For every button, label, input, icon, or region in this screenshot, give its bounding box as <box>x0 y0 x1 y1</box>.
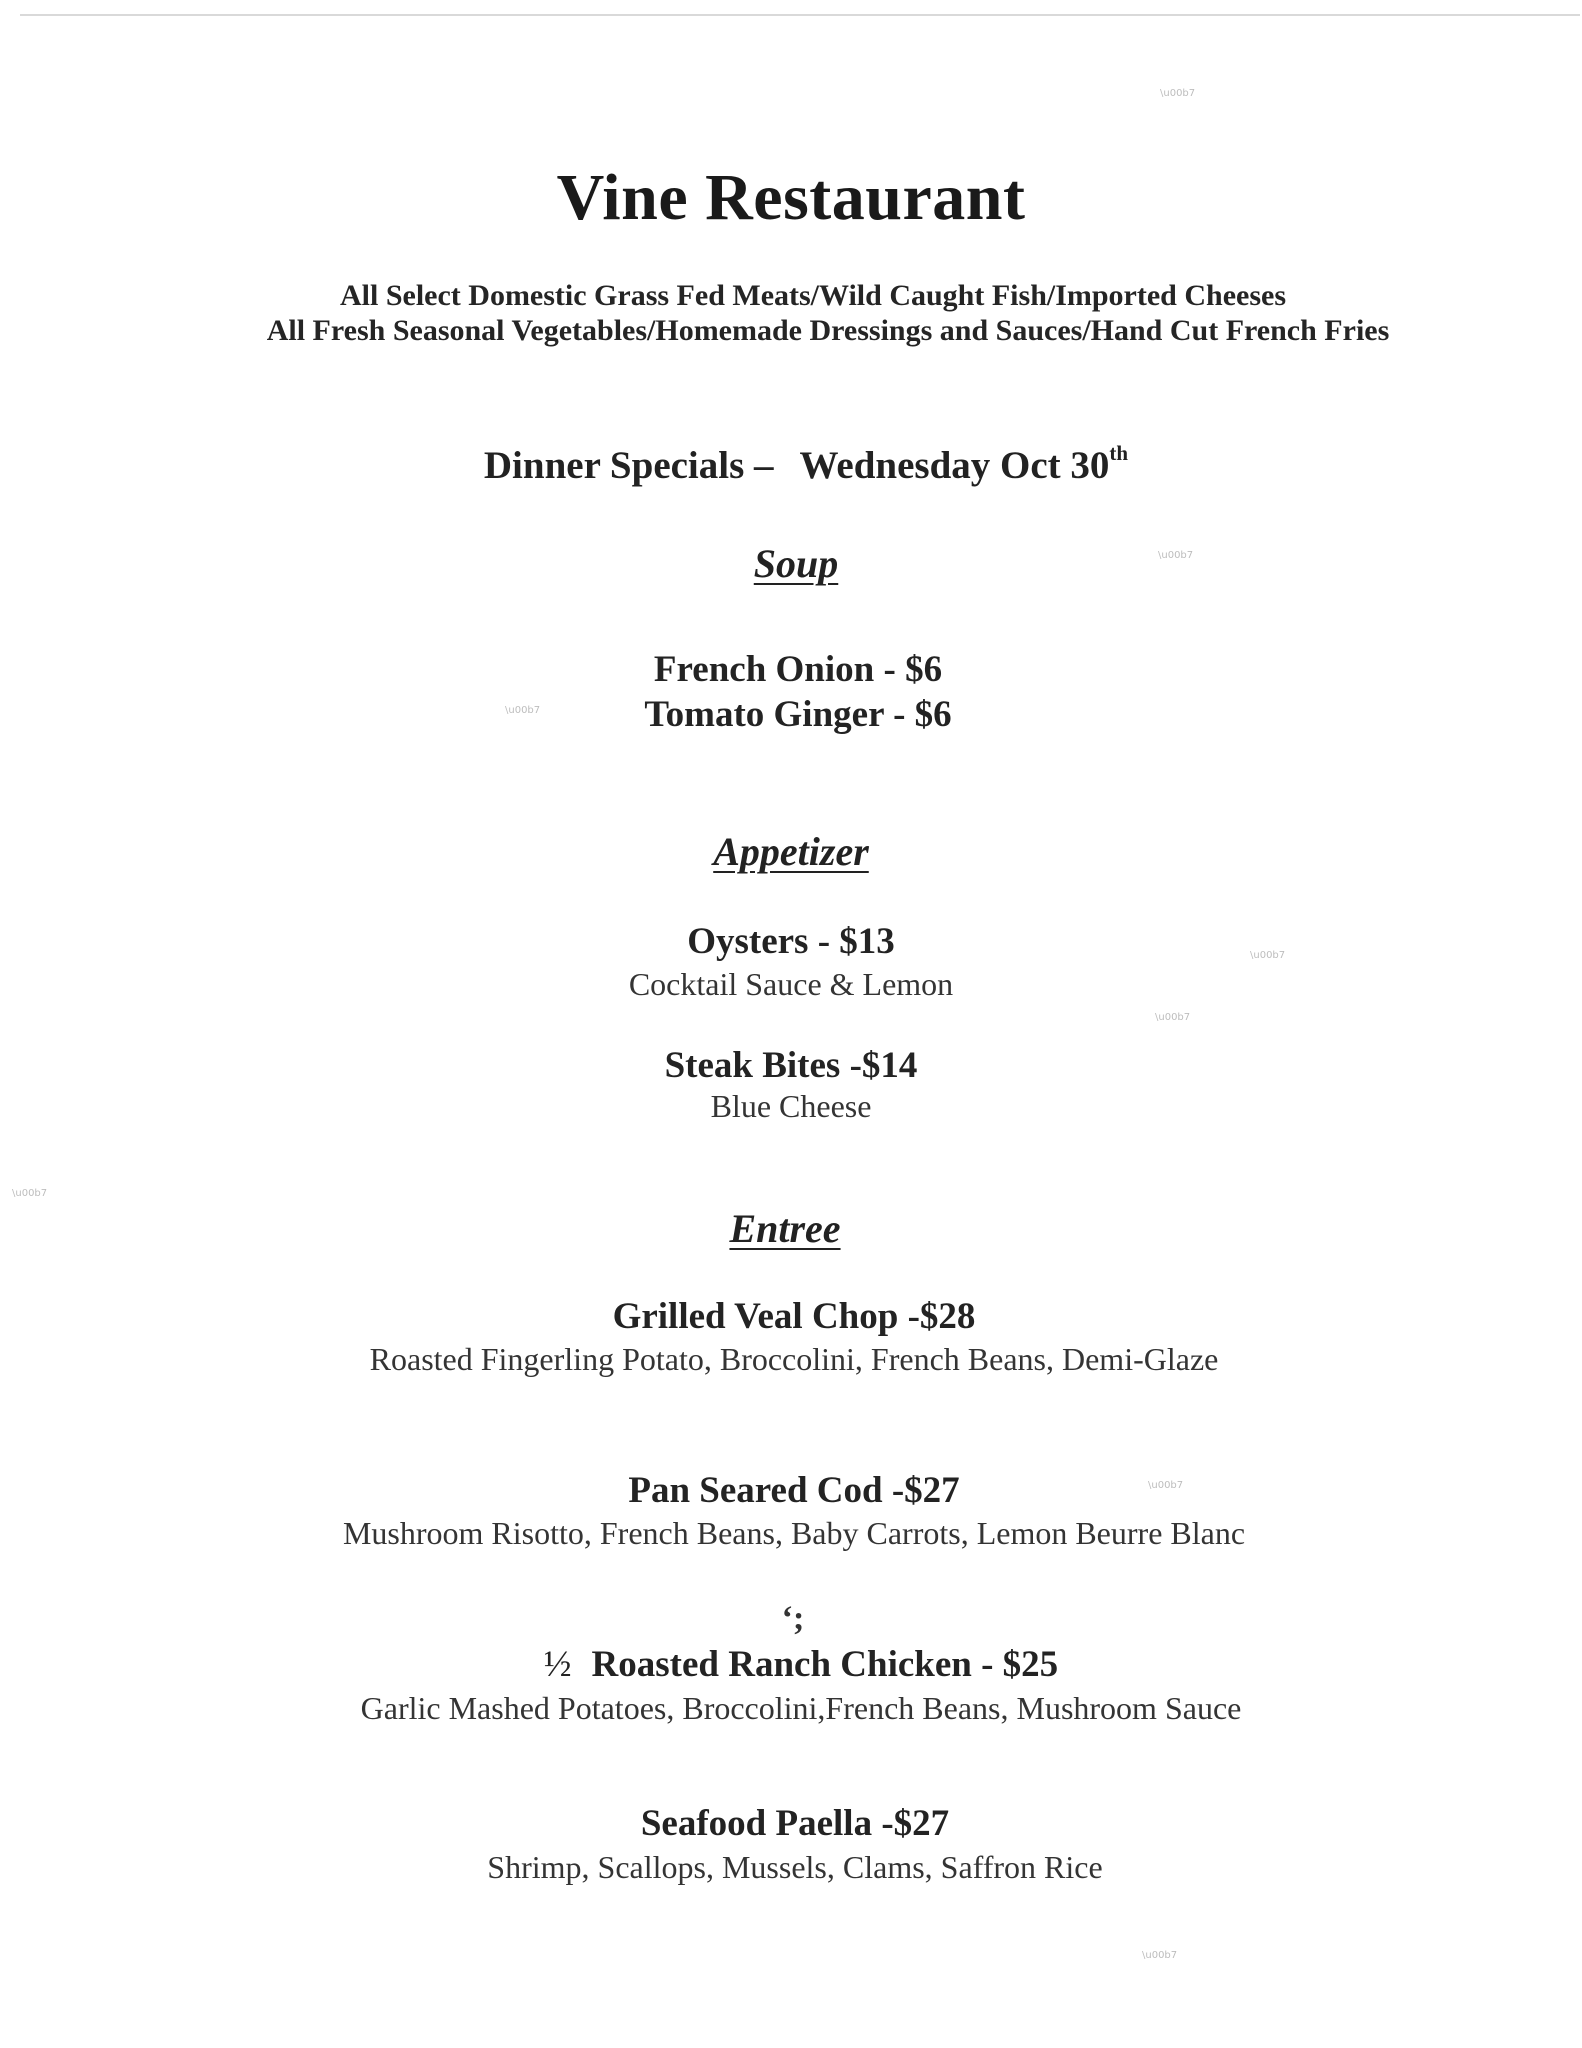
scan-speck: \u00b7 <box>1158 550 1194 561</box>
menu-item-pan-seared-cod-description: Mushroom Risotto, French Beans, Baby Carrots, Lemon Beurre Blanc <box>342 1515 1246 1551</box>
menu-item-french-onion: French Onion - $6 <box>653 649 943 690</box>
scan-edge-line <box>20 14 1580 16</box>
menu-item-seafood-paella-description: Shrimp, Scallops, Mussels, Clams, Saffron Rice <box>487 1849 1103 1885</box>
specials-heading <box>15 443 1582 488</box>
scan-speck: \u00b7 <box>1142 1950 1178 1961</box>
stray-mark: ‘; <box>781 1600 805 1637</box>
scan-speck: \u00b7 <box>1155 1012 1191 1023</box>
menu-item-ranch-chicken-name: Roasted Ranch Chicken - $25 <box>591 1644 1059 1685</box>
menu-item-oysters: Oysters - $13 <box>687 921 895 962</box>
section-heading-appetizer <box>0 828 1582 875</box>
menu-item-seafood-paella: Seafood Paella -$27 <box>640 1803 950 1844</box>
tagline-line-2: All Fresh Seasonal Vegetables/Homemade Dressings and Sauces/Hand Cut French Fries <box>266 314 1390 347</box>
specials-label: Dinner Specials – <box>483 444 774 487</box>
menu-item-veal-chop: Grilled Veal Chop -$28 <box>612 1296 976 1337</box>
specials-date: Wednesday Oct 30 <box>799 444 1110 487</box>
menu-item-tomato-ginger: Tomato Ginger - $6 <box>644 694 952 735</box>
menu-item-steak-bites: Steak Bites -$14 <box>664 1045 918 1086</box>
section-heading-soup <box>5 540 1582 587</box>
section-heading-soup-text: Soup <box>753 541 839 586</box>
tagline-line-1: All Select Domestic Grass Fed Meats/Wild Caught Fish/Imported Cheeses <box>339 279 1287 312</box>
section-heading-appetizer-text: Appetizer <box>713 829 869 874</box>
section-heading-entree <box>0 1205 1576 1252</box>
menu-item-veal-chop-description: Roasted Fingerling Potato, Broccolini, French Beans, Demi-Glaze <box>369 1341 1219 1377</box>
menu-item-pan-seared-cod: Pan Seared Cod -$27 <box>628 1470 960 1511</box>
specials-date-suffix: th <box>1109 441 1129 465</box>
restaurant-name: Vine Restaurant <box>556 161 1026 234</box>
menu-item-ranch-chicken <box>10 1643 1582 1686</box>
menu-item-ranch-chicken-description: Garlic Mashed Potatoes, Broccolini,French Beans, Mushroom Sauce <box>360 1690 1242 1726</box>
scan-speck: \u00b7 <box>505 705 541 716</box>
half-portion-prefix: ½ <box>543 1644 572 1685</box>
menu-item-oysters-description: Cocktail Sauce & Lemon <box>628 966 954 1002</box>
menu-item-steak-bites-description: Blue Cheese <box>710 1088 872 1124</box>
scan-speck: \u00b7 <box>12 1188 48 1199</box>
section-heading-entree-text: Entree <box>729 1206 841 1251</box>
scan-speck: \u00b7 <box>1148 1480 1184 1491</box>
scan-speck: \u00b7 <box>1160 88 1196 99</box>
scan-speck: \u00b7 <box>1250 950 1286 961</box>
